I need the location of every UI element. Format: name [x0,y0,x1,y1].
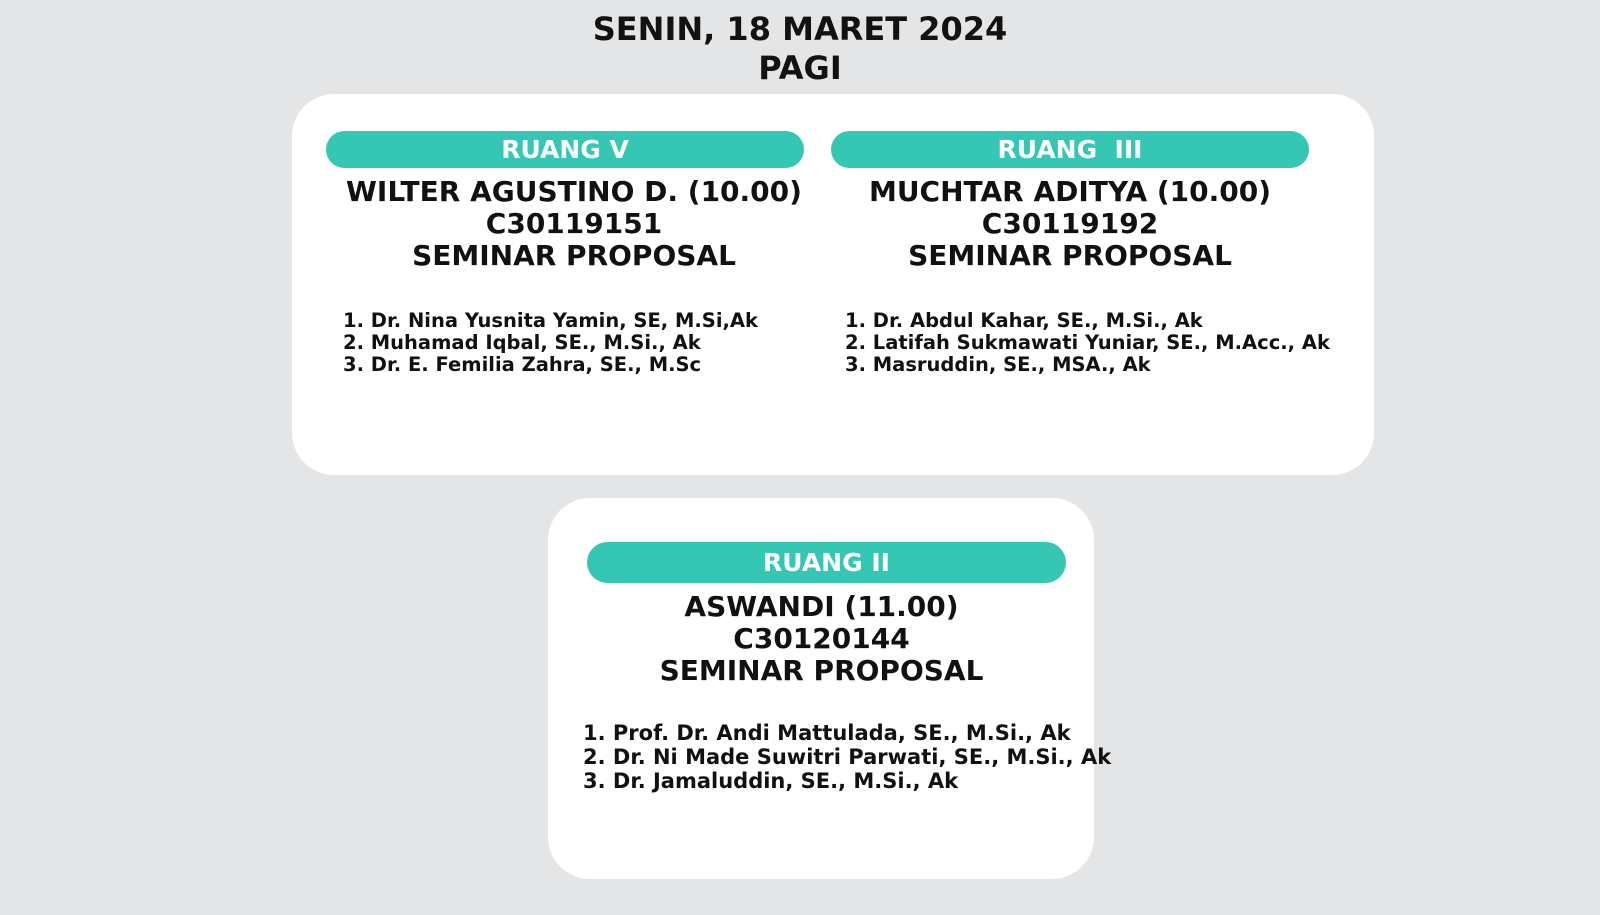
examiner-list [343,310,804,376]
examiner-list [845,309,1330,376]
schedule-date: SENIN, 18 MARET 2024 [592,10,1008,48]
student-id: C30120144 [733,622,910,655]
examiner-item: 2. Latifah Sukmawati Yuniar, SE., M.Acc., Ak [845,331,1330,354]
examiner-item: 1. Prof. Dr. Andi Mattulada, SE., M.Si., Ak [583,721,1071,745]
examiner-item: 2. Muhamad Iqbal, SE., M.Si., Ak [343,331,701,354]
student-name: ASWANDI (11.00) [684,590,959,623]
schedule-header [0,10,1600,88]
session-ruang-ii [583,542,1112,793]
session-info [577,591,1066,687]
student-name: MUCHTAR ADITYA (10.00) [868,175,1272,208]
student-name: WILTER AGUSTINO D. (10.00) [346,175,802,208]
room-label: RUANG III [831,131,1309,168]
examiner-item: 1. Dr. Abdul Kahar, SE., M.Si., Ak [845,309,1203,332]
event-type: SEMINAR PROPOSAL [908,239,1232,272]
examiner-item: 2. Dr. Ni Made Suwitri Parwati, SE., M.Si., Ak [583,745,1112,769]
student-id: C30119192 [981,207,1159,240]
schedule-period: PAGI [758,49,842,87]
examiner-item: 3. Dr. E. Femilia Zahra, SE., M.Sc [343,353,702,376]
examiner-list [583,721,1112,793]
event-type: SEMINAR PROPOSAL [659,654,984,687]
session-info [821,176,1319,272]
event-type: SEMINAR PROPOSAL [412,239,736,272]
room-label: RUANG II [587,542,1066,583]
examiner-item: 3. Dr. Jamaluddin, SE., M.Si., Ak [583,769,959,793]
examiner-item: 3. Masruddin, SE., MSA., Ak [845,353,1151,376]
student-id: C30119151 [485,207,663,240]
session-ruang-v [326,131,804,376]
session-info [344,176,804,272]
room-label: RUANG V [326,131,804,168]
session-ruang-iii [831,131,1330,376]
examiner-item: 1. Dr. Nina Yusnita Yamin, SE, M.Si,Ak [343,309,758,332]
